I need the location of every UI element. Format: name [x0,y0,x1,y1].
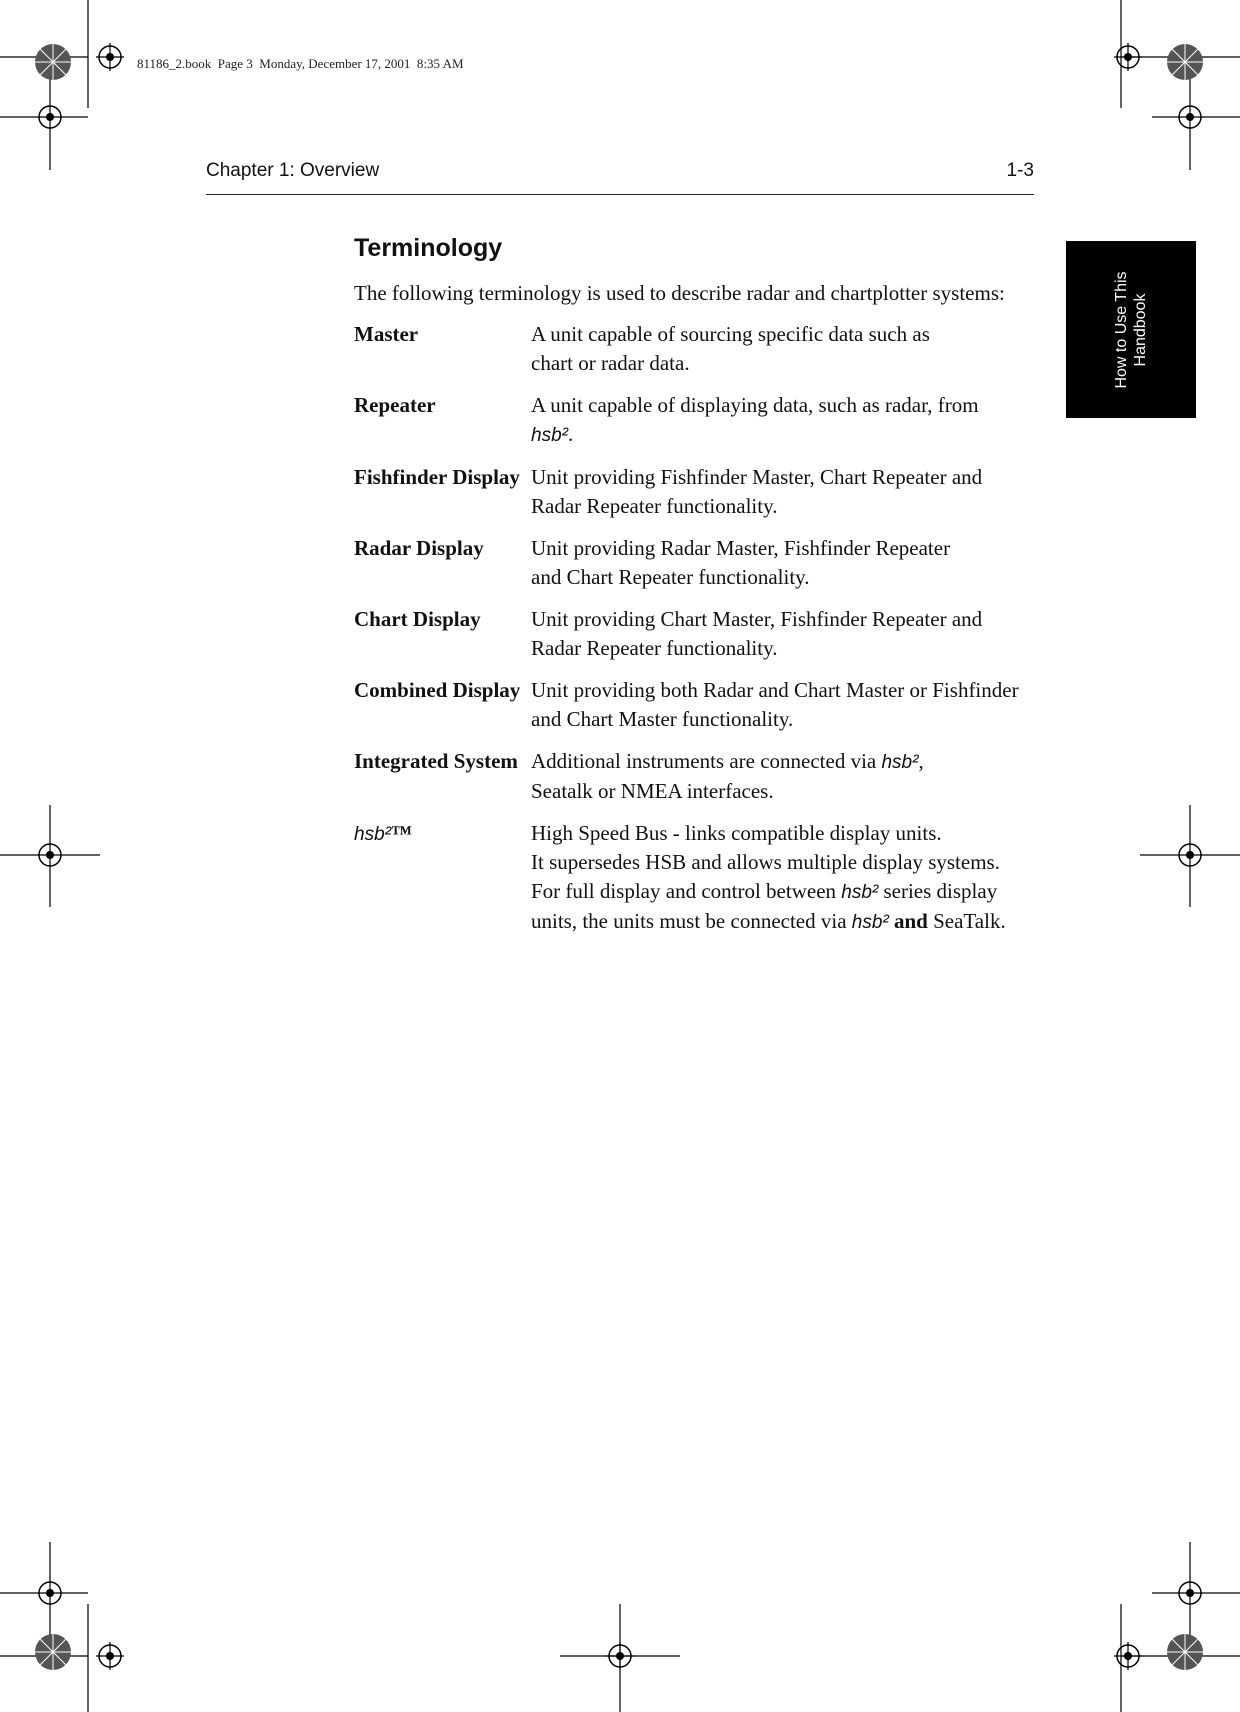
hsb2-mark: hsb² [851,912,889,933]
section-thumb-tab [1066,241,1196,418]
term-chart-display: Chart Display [354,607,481,631]
definition-line [531,420,1054,450]
definition-line [531,907,1054,937]
definition-integrated-system [531,747,1054,806]
term-row-repeater [354,391,1054,450]
definition-text: Additional instruments are connected via [531,749,882,773]
definition-fishfinder-display [531,463,1054,521]
definition-text: series display [878,879,998,903]
hsb2-mark: hsb² [354,824,391,845]
definition-combined-display [531,676,1054,734]
definition-chart-display [531,605,1054,663]
chapter-title: Chapter 1: Overview [206,160,380,181]
hsb2-mark: hsb² [881,752,919,773]
term-row-radar-display [354,534,1054,592]
definition-hsb2 [531,819,1054,937]
definition-line: It supersedes HSB and allows multiple display systems. [531,850,1000,874]
definition-text: SeaTalk. [927,909,1006,933]
section-title: Terminology [354,234,503,262]
term-row-master [354,320,1054,378]
hsb2-mark: hsb² [841,882,879,903]
thumb-tab-line-2: Handbook [1132,293,1149,366]
definition-line: and Chart Master functionality. [531,707,794,731]
definition-line: Seatalk or NMEA interfaces. [531,779,774,803]
thumb-tab-label [1112,245,1150,415]
hsb2-mark: hsb² [531,425,568,446]
print-slug: 81186_2.book Page 3 Monday, December 17, 2001 8:35 AM [137,56,464,71]
term-repeater: Repeater [354,393,436,417]
trademark-symbol: ™ [390,821,412,845]
definition-line: Unit providing both Radar and Chart Master or Fishfinder [531,678,1019,702]
definition-text: , [918,749,924,773]
terminology-list [354,320,1054,950]
intro-paragraph: The following terminology is used to describe radar and chartplotter systems: [354,281,1005,305]
term-fishfinder-display: Fishfinder Display [354,465,520,489]
definition-master [531,320,1054,378]
definition-line: Radar Repeater functionality. [531,494,778,518]
definition-line: Radar Repeater functionality. [531,636,778,660]
term-hsb2 [354,819,412,849]
definition-line: Unit providing Radar Master, Fishfinder Repeater [531,536,951,560]
definition-text: . [567,422,574,446]
definition-line: Unit providing Chart Master, Fishfinder Repeater and [531,607,983,631]
definition-line [531,877,1054,907]
term-row-fishfinder-display [354,463,1054,521]
definition-repeater [531,391,1054,450]
definition-text-bold: and [888,909,928,933]
term-row-combined-display [354,676,1054,734]
term-row-integrated-system [354,747,1054,806]
thumb-tab-line-1: How to Use This [1113,270,1130,389]
definition-line: A unit capable of sourcing specific data such as [531,322,930,346]
term-row-chart-display [354,605,1054,663]
term-master: Master [354,322,419,346]
term-combined-display: Combined Display [354,678,521,702]
definition-line: chart or radar data. [531,351,690,375]
definition-text: units, the units must be connected via [531,909,852,933]
definition-line: High Speed Bus - links compatible display units. [531,821,942,845]
definition-line: and Chart Repeater functionality. [531,565,810,589]
header-rule [206,194,1034,195]
definition-line [531,747,1054,777]
definition-line: Unit providing Fishfinder Master, Chart Repeater and [531,465,983,489]
term-row-hsb2 [354,819,1054,937]
definition-line: A unit capable of displaying data, such as radar, from [531,393,979,417]
definition-text: For full display and control between [531,879,842,903]
page-number: 1-3 [1006,160,1034,181]
term-integrated-system: Integrated System [354,749,518,773]
term-radar-display: Radar Display [354,536,484,560]
definition-radar-display [531,534,1054,592]
